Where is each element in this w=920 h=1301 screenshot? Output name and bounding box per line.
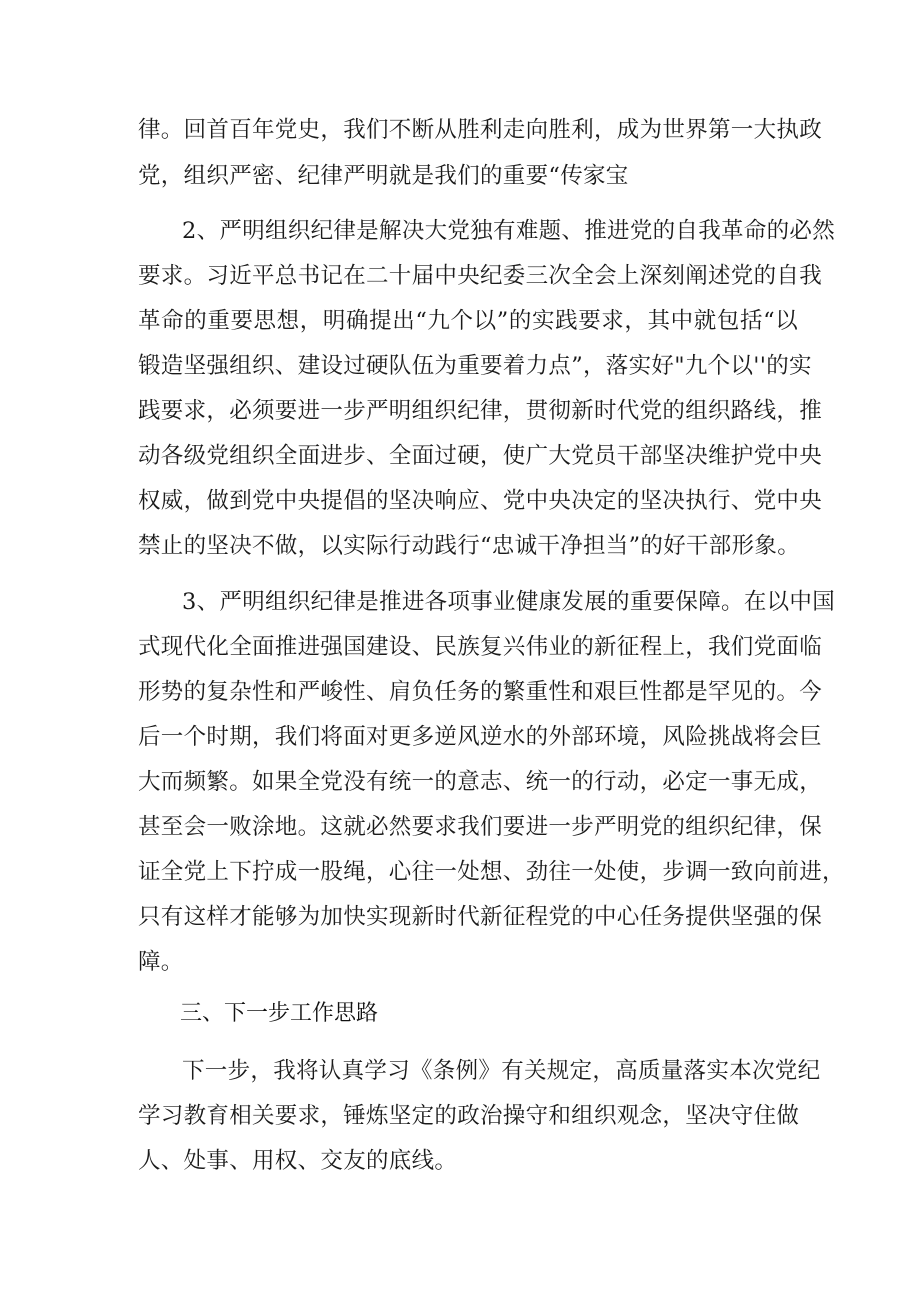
text-line: 下一步，我将认真学习《条例》有关规定，高质量落实本次党纪 — [182, 1058, 821, 1084]
text-line: 革命的重要思想，明确提出“九个以”的实践要求，其中就包括“以 — [138, 308, 798, 334]
text-line: 动各级党组织全面进步、全面过硬，使广大党员干部坚决维护党中央 — [138, 443, 823, 469]
text-line: 式现代化全面推进强国建设、民族复兴伟业的新征程上，我们党面临 — [138, 634, 823, 660]
text-line: 2、严明组织纪律是解决大党独有难题、推进党的自我革命的必然 — [182, 218, 836, 244]
text-line: 证全党上下拧成一股绳，心往一处想、劲往一处使，步调一致向前进， — [138, 859, 845, 885]
text-line: 锻造坚强组织、建设过硬队伍为重要着力点”，落实好"九个以''的实 — [138, 353, 812, 379]
text-line: 大而频繁。如果全党没有统一的意志、统一的行动，必定一事无成， — [138, 769, 823, 795]
text-line: 要求。习近平总书记在二十届中央纪委三次全会上深刻阐述党的自我 — [138, 263, 823, 289]
text-line: 党，组织严密、纪律严明就是我们的重要“传家宝 — [138, 163, 629, 189]
text-line: 3、严明组织纪律是推进各项事业健康发展的重要保障。在以中国 — [182, 589, 836, 615]
text-line: 甚至会一败涂地。这就必然要求我们要进一步严明党的组织纪律，保 — [138, 814, 823, 840]
section-heading: 三、下一步工作思路 — [180, 1001, 379, 1026]
text-line: 权威，做到党中央提倡的坚决响应、党中央决定的坚决执行、党中央 — [138, 488, 823, 514]
text-line: 人、处事、用权、交友的底线。 — [138, 1148, 458, 1174]
text-line: 禁止的坚决不做，以实际行动践行“忠诚干净担当”的好干部形象。 — [138, 533, 801, 559]
text-line: 践要求，必须要进一步严明组织纪律，贯彻新时代党的组织路线，推 — [138, 398, 823, 424]
text-line: 学习教育相关要求，锤炼坚定的政治操守和组织观念，坚决守住做 — [138, 1103, 800, 1129]
text-line: 律。回首百年党史，我们不断从胜利走向胜利，成为世界第一大执政 — [138, 117, 823, 143]
text-line: 只有这样才能够为加快实现新时代新征程党的中心任务提供坚强的保 — [138, 904, 823, 930]
text-line: 障。 — [138, 949, 184, 975]
text-line: 后一个时期，我们将面对更多逆风逆水的外部环境，风险挑战将会巨 — [138, 724, 823, 750]
text-line: 形势的复杂性和严峻性、肩负任务的繁重性和艰巨性都是罕见的。今 — [138, 679, 823, 705]
